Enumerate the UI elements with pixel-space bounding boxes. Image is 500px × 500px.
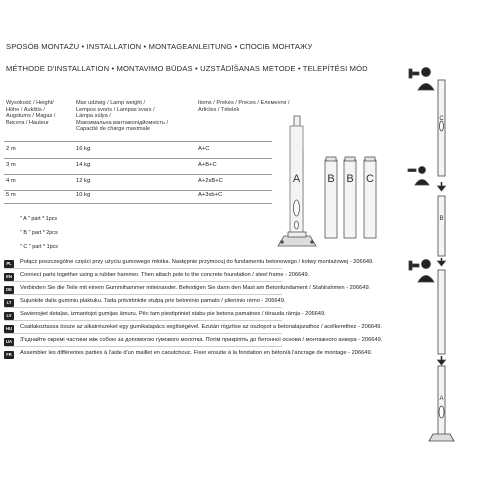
step3-pole — [438, 270, 445, 354]
step-label-b: B — [439, 216, 444, 222]
instruction-text: Verbinden Sie die Teile mit einem Gummihammer miteinander. Befestigen Sie dann den Mast am Betonfundament / Stahlrahmen - 206649. — [20, 285, 371, 292]
instruction-text: Savienojiet detaļas, izmantojot gumijas āmuru. Pēc tam piestipriniet stabu pie betona pamatnes / tērauda rāmja - 206649. — [20, 311, 326, 318]
label-a: A — [292, 173, 301, 185]
table-divider — [4, 203, 272, 204]
header-items: Items / Prekės / Preces / Елементи / Articles / Tételek — [198, 100, 290, 113]
part-c-count: " C " part * 1pcs — [20, 244, 58, 250]
worker-hammer-icon — [408, 167, 429, 186]
instruction-text: Sujunkite dalis guminiu plaktuku. Tada pritvirtinkite stulpą prie betoninio pamato / plieninio rėmo - 206649. — [20, 298, 286, 305]
instruction-text: Assembler les différentes parties à l'aide d'un maillet en caoutchouc. Fixer ensuite à la fondation en béton/à l'ancrage de montage - 206649. — [20, 350, 373, 357]
table-cell-items: A+B+C — [198, 162, 217, 168]
instruction-text: Połącz poszczególne części przy użyciu gumowego młotka. Następnie przymocuj do fundamentu betonowego / kotwy montażowej - 206649. — [20, 259, 374, 266]
worker-hammer-icon — [409, 260, 434, 283]
step-label-c: C — [439, 116, 444, 122]
instruction-text: З'єднайте окремі частини між собою за допомогою гумового молотка. Потім прикріпіть до бетонної основи / монтажного анкера - 206649. — [20, 337, 383, 344]
table-cell-height: 2 m — [6, 146, 16, 152]
step-label-a: A — [439, 396, 444, 402]
table-cell-height: 4 m — [6, 178, 16, 184]
table-divider — [4, 190, 272, 191]
part-b-pole-1 — [325, 160, 337, 238]
flag-de-icon: DE — [4, 286, 14, 294]
instruction-row — [4, 258, 374, 269]
flag-lv-icon: LV — [4, 312, 14, 320]
part-a-count: " A " part * 1pcs — [20, 216, 58, 222]
table-cell-weight: 12 kg — [76, 178, 91, 184]
title-line-2: MÉTHODE D'INSTALLATION • MONTAVIMO BŪDAS • UZSTĀDĪŠANAS METODE • TELEPÍTÉSI MÓD — [6, 64, 368, 73]
part-c-pole — [364, 160, 376, 238]
assembly-steps-drawing — [400, 60, 500, 450]
table-cell-weight: 16 kg — [76, 146, 91, 152]
instruction-row — [4, 349, 373, 360]
flag-pl-icon: PL — [4, 260, 14, 268]
table-cell-items: A+2xB+C — [198, 178, 223, 184]
instruction-row — [4, 284, 371, 295]
table-divider — [4, 158, 272, 159]
flag-ua-icon: UA — [5, 338, 13, 344]
instruction-text: Csatlakoztassa össze az alkatrészeket egy gumikalapács segítségével. Ezután rögzítse az oszlopot a betonalapzathoz / acélkerethez - 206649. — [20, 324, 382, 331]
worker-hammer-icon — [409, 68, 434, 91]
instruction-row — [4, 336, 383, 347]
step2-pole — [438, 196, 445, 256]
table-cell-weight: 14 kg — [76, 162, 91, 168]
flag-en-icon: EN — [4, 273, 14, 281]
flag-hu-icon: HU — [5, 325, 13, 331]
label-b: B — [327, 173, 335, 185]
title-line-1: SPOSÓB MONTAŻU • INSTALLATION • MONTAGEANLEITUNG • СПОСІБ МОНТАЖУ — [6, 42, 313, 51]
header-weight: Max udźwig / Lamp weight / Lempos svoris / Lampas svars / Lámpa súlya / Максимальна вантажопідйомність / Capacité de charge maximale — [76, 100, 169, 133]
instruction-row — [4, 310, 326, 321]
instruction-row — [4, 323, 382, 334]
label-b: B — [346, 173, 354, 185]
arrow-down-icon — [438, 186, 446, 191]
label-c: C — [366, 173, 374, 185]
instruction-row — [4, 271, 310, 282]
table-cell-weight: 10 kg — [76, 192, 91, 198]
part-b-count: " B " part * 2pcs — [20, 230, 58, 236]
parts-drawing — [280, 90, 390, 260]
table-cell-height: 3 m — [6, 162, 16, 168]
arrow-down-icon — [438, 261, 446, 266]
arrow-down-icon — [438, 360, 446, 365]
table-divider — [4, 141, 272, 142]
table-cell-items: A+C — [198, 146, 210, 152]
part-b-pole-2 — [344, 160, 356, 238]
part-a-door — [294, 200, 300, 216]
instruction-row — [4, 297, 286, 308]
table-cell-height: 5 m — [6, 192, 16, 198]
flag-fr-icon: FR — [4, 351, 14, 359]
table-divider — [4, 174, 272, 175]
instruction-text: Connect parts together using a rubber hammer. Then attach pole to the concrete foundation / steel frame - 206649. — [20, 272, 310, 279]
table-cell-items: A+3xb+C — [198, 192, 223, 198]
header-height: Wysokość / Height/ Höhe / Aukštis / Augstums / Magas / Висота / Hauteur — [6, 100, 56, 126]
part-a-base-plate — [278, 236, 316, 246]
flag-lt-icon: LT — [4, 299, 14, 307]
final-base-plate — [429, 434, 454, 441]
